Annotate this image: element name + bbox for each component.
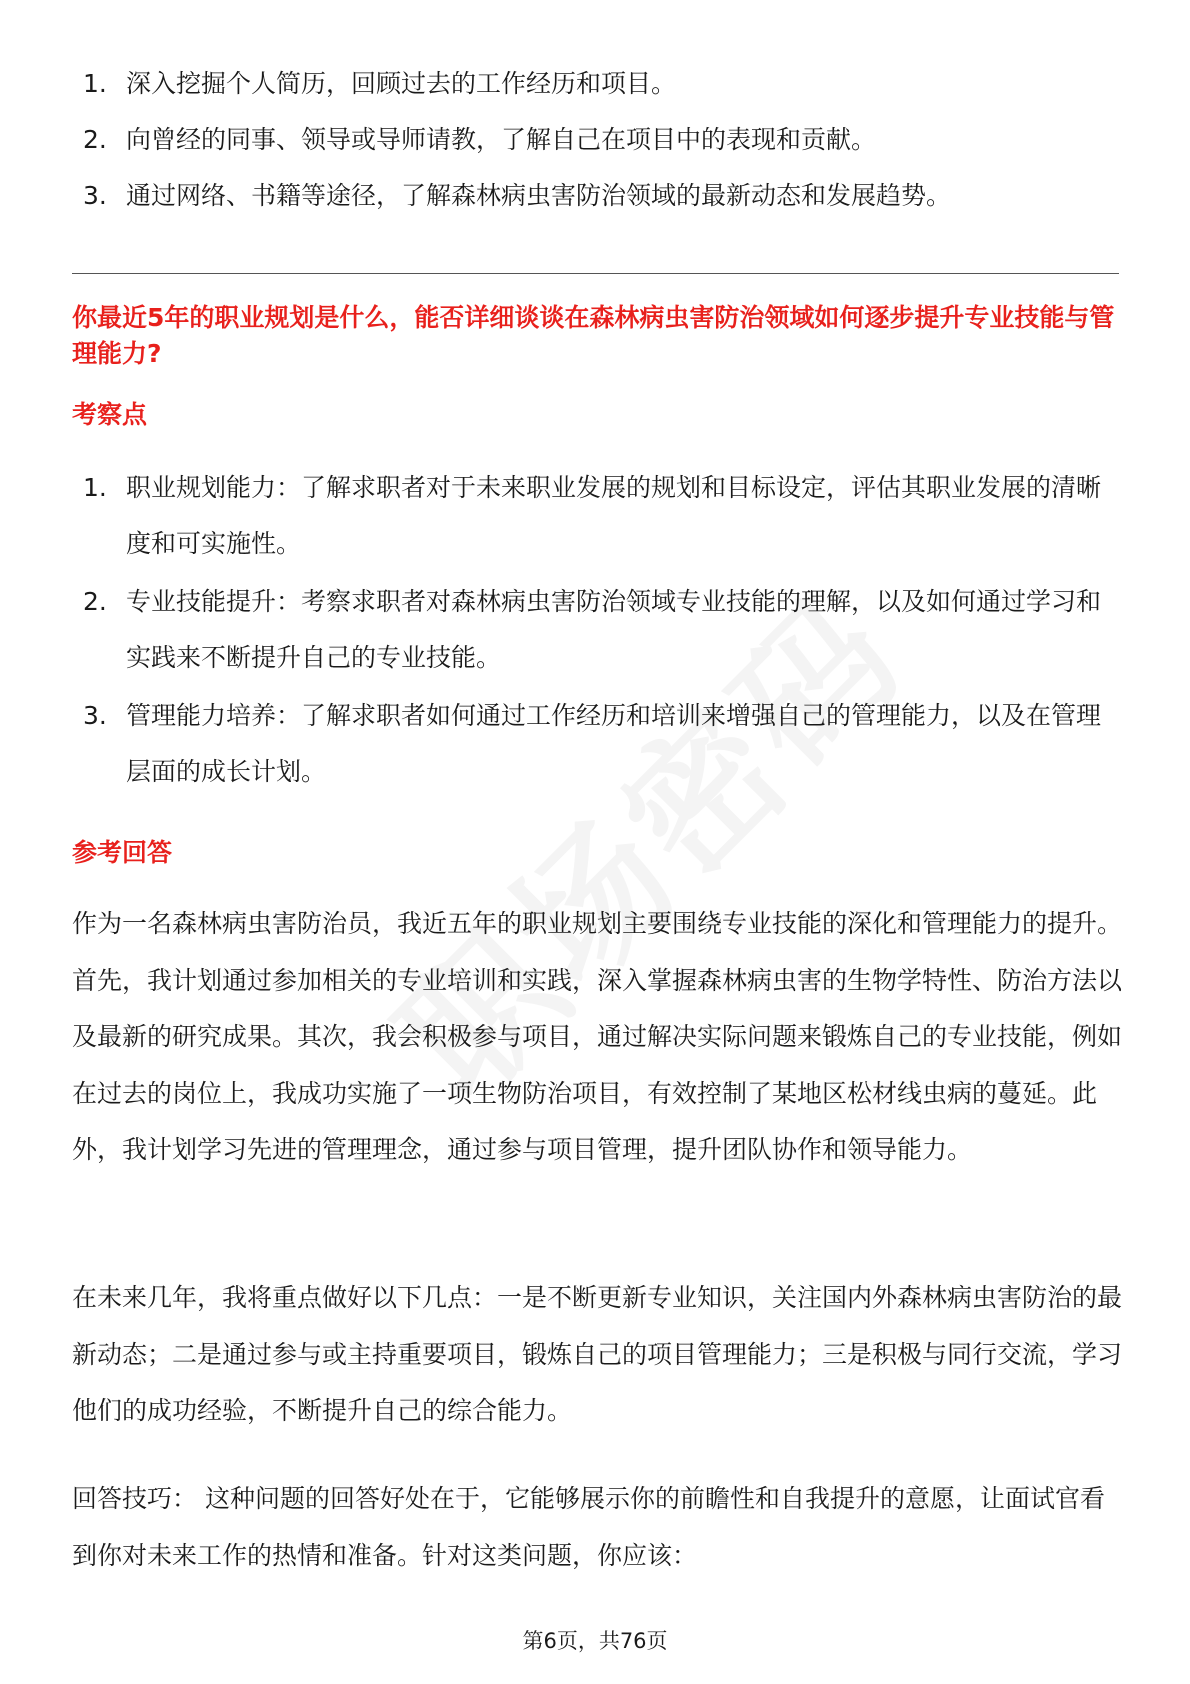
list-item xyxy=(83,168,1123,224)
list-number: 3. xyxy=(83,701,107,730)
intro-list xyxy=(83,56,1123,224)
list-number: 2. xyxy=(83,587,107,616)
question-heading: 你最近5年的职业规划是什么，能否详细谈谈在森林病虫害防治领域如何逐步提升专业技能与管理能力? xyxy=(72,303,1115,368)
list-item xyxy=(83,112,1123,168)
list-number: 2. xyxy=(83,125,107,154)
list-number: 3. xyxy=(83,181,107,210)
list-item xyxy=(83,460,1123,572)
list-item xyxy=(83,688,1123,800)
page-number: 第6页，共76页 xyxy=(522,1629,668,1653)
list-text: 向曾经的同事、领导或导师请教，了解自己在项目中的表现和贡献。 xyxy=(126,125,877,154)
list-text: 深入挖掘个人简历，回顾过去的工作经历和项目。 xyxy=(126,69,677,98)
tips-paragraph: 回答技巧： 这种问题的回答好处在于，它能够展示你的前瞻性和自我提升的意愿，让面试官看到你对未来工作的热情和准备。针对这类问题，你应该： xyxy=(72,1484,1105,1570)
list-item xyxy=(83,56,1123,112)
answer-paragraph: 作为一名森林病虫害防治员，我近五年的职业规划主要围绕专业技能的深化和管理能力的提升。首先，我计划通过参加相关的专业培训和实践，深入掌握森林病虫害的生物学特性、防治方法以及最新的研究成果。其次，我会积极参与项目，通过解决实际问题来锻炼自己的专业技能，例如在过去的岗位上，我成功实施了一项生物防治项目，有效控制了某地区松材线虫病的蔓延。此外，我计划学习先进的管理理念，通过参与项目管理，提升团队协作和领导能力。 xyxy=(72,909,1123,1164)
points-list xyxy=(83,460,1123,802)
answer-paragraph: 在未来几年，我将重点做好以下几点：一是不断更新专业知识，关注国内外森林病虫害防治的最新动态；二是通过参与或主持重要项目，锻炼自己的项目管理能力；三是积极与同行交流，学习他们的成功经验，不断提升自己的综合能力。 xyxy=(72,1283,1123,1425)
list-number: 1. xyxy=(83,69,107,98)
points-heading: 考察点 xyxy=(72,400,148,429)
section-divider xyxy=(72,273,1119,274)
list-text: 管理能力培养：了解求职者如何通过工作经历和培训来增强自己的管理能力，以及在管理层面的成长计划。 xyxy=(126,701,1102,786)
list-item xyxy=(83,574,1123,686)
list-text: 职业规划能力：了解求职者对于未来职业发展的规划和目标设定，评估其职业发展的清晰度和可实施性。 xyxy=(126,473,1102,558)
list-text: 专业技能提升：考察求职者对森林病虫害防治领域专业技能的理解，以及如何通过学习和实践来不断提升自己的专业技能。 xyxy=(126,587,1102,672)
list-number: 1. xyxy=(83,473,107,502)
list-text: 通过网络、书籍等途径，了解森林病虫害防治领域的最新动态和发展趋势。 xyxy=(126,181,952,210)
answer-heading: 参考回答 xyxy=(72,838,173,867)
